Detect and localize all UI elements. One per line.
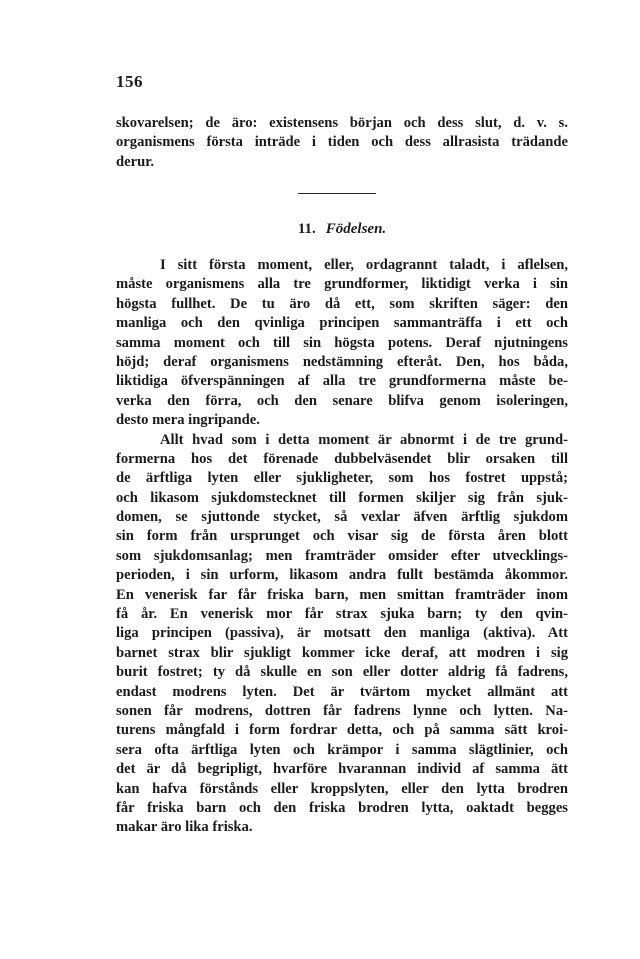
text-line: det är då begripligt, hvarföre hvarannan individ af samma ätt [116, 761, 568, 778]
text-line: burit fostret; ty då skulle en son eller dotter aldrig få fadrens, [116, 664, 568, 681]
text-line: organismens första inträde i tiden och dess allrasista trädande [116, 134, 568, 151]
text-line: de ärftliga lyten eller sjukligheter, som hos fostret uppstå; [116, 470, 568, 487]
text-line: derur. [116, 153, 154, 170]
text-line: högsta fullhet. De tu äro då ett, som skriften säger: den [116, 295, 568, 312]
page-number: 156 [116, 72, 143, 91]
text-line: och likasom sjukdomstecknet till formen skiljer sig från sjuk- [116, 489, 568, 506]
text-line: liktidiga öfverspänningen af alla tre grundformerna måste be- [116, 373, 568, 390]
text-line: får friska barn och den friska brodren lytta, oaktadt begges [116, 799, 568, 816]
text-line: liga principen (passiva), är motsatt den manliga (aktiva). Att [116, 625, 568, 642]
text-line: samma moment och till sin högsta potens. Deraf njutningens [116, 334, 568, 351]
text-line: höjd; deraf organismens nedstämning efteråt. Den, hos båda, [116, 353, 568, 370]
text-line: Allt hvad som i detta moment är abnormt i de tre grund- [160, 431, 568, 448]
text-line: manliga och den qvinliga principen sammanträffa i ett och [116, 315, 568, 332]
text-line: skovarelsen; de äro: existensens början och dess slut, d. v. s. [116, 115, 568, 131]
text-line: sonen får modrens, dottren får fadrens lynne och lytten. Na- [116, 702, 568, 719]
text-line: perioden, i sin urform, likasom andra fullt bestämda åkommor. [116, 567, 568, 584]
text-line: turens mångfald i form fordrar detta, och på samma sätt kroi- [116, 722, 568, 739]
text-line: makar äro lika friska. [116, 819, 253, 836]
text-line: kan hafva förstånds eller kroppslyten, eller den lytta brodren [116, 780, 568, 797]
text-line: som sjukdomsanlag; men framträder omsider efter utvecklings- [116, 547, 568, 564]
section-divider [298, 193, 376, 194]
text-line: formerna hos det förenade dubbelväsendet blir orsaken till [116, 450, 568, 467]
text-line: endast modrens lyten. Det är tvärtom mycket allmänt att [116, 683, 568, 700]
text-line: En venerisk far får friska barn, men smittan framträder inom [116, 586, 568, 603]
text-line: sin form från ursprunget och visar sig de första åren blott [116, 528, 568, 545]
text-line: desto mera ingripande. [116, 412, 260, 429]
intro-paragraph [116, 114, 568, 172]
text-line: barnet strax blir sjukligt kommer icke deraf, att modren i sig [116, 644, 568, 661]
section-heading [116, 221, 568, 238]
text-line: sera ofta ärftliga lyten och krämpor i samma slägtlinier, och [116, 741, 568, 758]
text-line: få år. En venerisk mor får strax sjuka barn; ty den qvin- [116, 606, 568, 623]
text-line: verka den förra, och den senare blifva genom isoleringen, [116, 392, 568, 409]
text-line: I sitt första moment, eller, ordagrannt taladt, i aflelsen, [160, 257, 568, 273]
text-line: måste organismens alla tre grundformer, liktidigt verka i sin [116, 276, 568, 293]
body-text [116, 256, 568, 838]
text-line: domen, se sjuttonde stycket, så vexlar äfven ärftlig sjukdom [116, 509, 568, 526]
section-title: Födelsen. [325, 221, 387, 237]
section-number: 11. [297, 221, 316, 237]
